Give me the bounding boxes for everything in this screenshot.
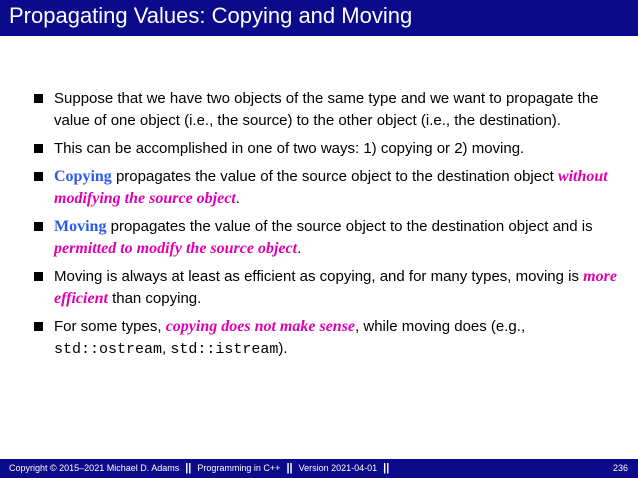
emphasis-text: more efficient xyxy=(54,268,617,307)
bullet-text: Moving propagates the value of the source object to the destination object and is permitted to modify the source object. xyxy=(54,218,593,257)
footer-info xyxy=(9,459,395,478)
term-moving: Moving xyxy=(54,218,107,235)
slide-content xyxy=(34,88,619,367)
bullet-item xyxy=(34,138,619,160)
bullet-item xyxy=(34,266,619,310)
emphasis-text: without modifying the source object xyxy=(54,168,608,207)
bullet-text: This can be accomplished in one of two ways: 1) copying or 2) moving. xyxy=(54,140,525,157)
footer-version: Version 2021-04-01 xyxy=(298,463,378,473)
bullet-text: Suppose that we have two objects of the same type and we want to propagate the value of one object (i.e., the source) to the other object (i.e., the destination). xyxy=(54,90,599,129)
code-istream: std::istream xyxy=(170,341,279,358)
bullet-item xyxy=(34,166,619,210)
footer-course: Programming in C++ xyxy=(197,463,281,473)
footer-copyright: Copyright © 2015–2021 Michael D. Adams xyxy=(9,463,180,473)
footer-bar xyxy=(0,459,638,478)
square-bullet-icon xyxy=(34,144,43,153)
square-bullet-icon xyxy=(34,94,43,103)
footer-separator: || xyxy=(286,462,293,474)
square-bullet-icon xyxy=(34,222,43,231)
bullet-item xyxy=(34,316,619,361)
bullet-text: Copying propagates the value of the source object to the destination object without modifying the source object. xyxy=(54,168,608,207)
square-bullet-icon xyxy=(34,272,43,281)
bullet-item xyxy=(34,216,619,260)
square-bullet-icon xyxy=(34,322,43,331)
square-bullet-icon xyxy=(34,172,43,181)
slide-title: Propagating Values: Copying and Moving xyxy=(9,3,413,28)
page-number: 236 xyxy=(612,463,628,473)
title-bar xyxy=(0,0,638,36)
footer-separator: || xyxy=(383,462,390,474)
emphasis-text: copying does not make sense xyxy=(165,318,356,335)
bullet-text: Moving is always at least as efficient as copying, and for many types, moving is more efficient than copying. xyxy=(54,268,617,307)
code-ostream: std::ostream xyxy=(54,341,163,358)
term-copying: Copying xyxy=(54,168,112,185)
footer-separator: || xyxy=(185,462,192,474)
emphasis-text: permitted to modify the source object xyxy=(54,240,298,257)
bullet-item xyxy=(34,88,619,132)
bullet-text: For some types, copying does not make sense, while moving does (e.g., std::ostream, std::istream). xyxy=(54,318,526,358)
